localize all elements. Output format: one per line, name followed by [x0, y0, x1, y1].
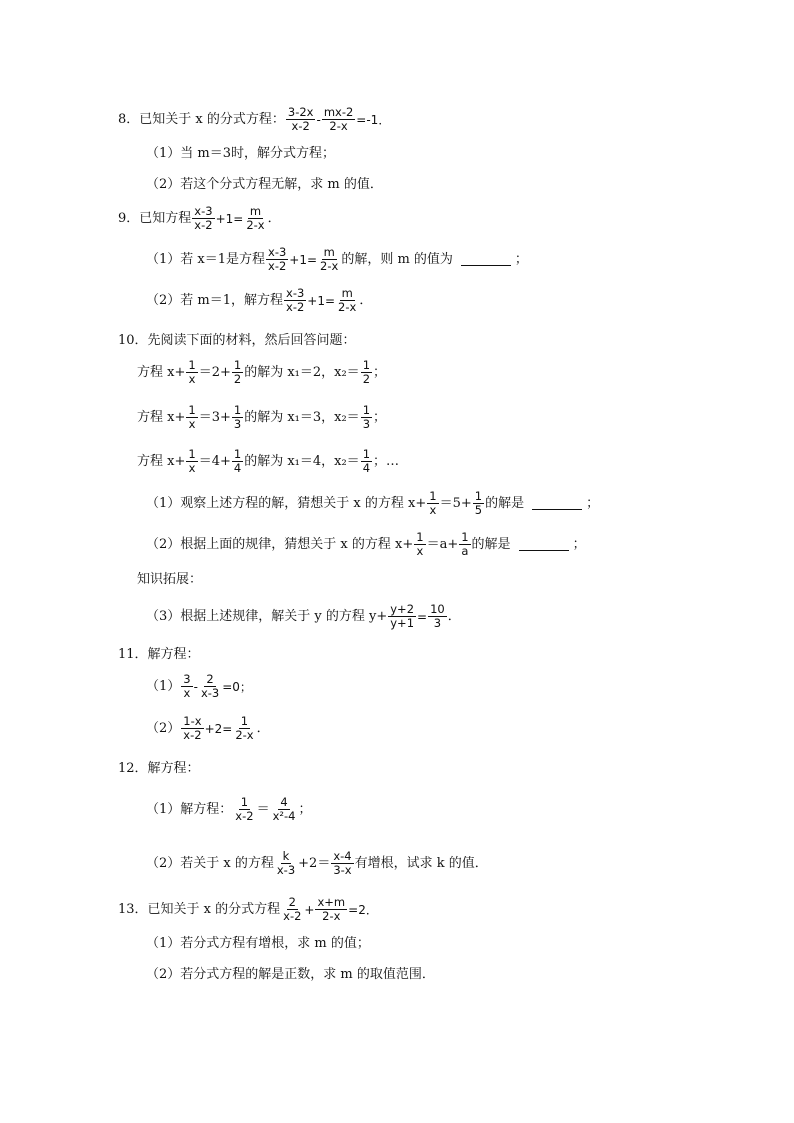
q10-part-1: （1）观察上述方程的解，猜想关于 x 的方程 x+ $\frac{1}{x}$ ＝5+ $\frac{1}{5}$ 的解是 ；	[146, 489, 600, 517]
q8-fraction-1: 3-2x x-2	[287, 105, 314, 133]
q13-stem-line: 13．已知关于 x 的分式方程 2 x-2 + $\frac{x+m}{2-x}$ =2．	[118, 895, 378, 923]
q11-stem: 11．解方程：	[118, 647, 200, 662]
q10-part-2: （2）根据上面的规律，猜想关于 x 的方程 x+ $\frac{1}{x}$ ＝a+ $\frac{1}{a}$ 的解是 ；	[146, 530, 586, 558]
q10-part-3: （3）根据上述规律，解关于 y 的方程 y+ $\frac{y+2}{y+1}$ = $\frac{10}{3}$ ．	[146, 602, 461, 630]
answer-blank	[461, 253, 511, 266]
q9-part-2: （2）若 m＝1，解方程 x-3 x-2 +1= $\frac{m}{2-x}$ ．	[146, 286, 373, 314]
q13-part-2: （2）若分式方程的解是正数，求 m 的取值范围．	[146, 967, 435, 982]
q10-stem: 10．先阅读下面的材料，然后回答问题：	[118, 333, 356, 348]
q13-part-1: （1）若分式方程有增根，求 m 的值；	[146, 936, 370, 951]
q8-stem: 8．已知关于 x 的分式方程：	[118, 112, 285, 127]
q10-extension-label: 知识拓展：	[137, 572, 203, 587]
q10-example-row: 方程 x+ $\frac{1}{x}$ ＝4+ $\frac{1}{4}$ 的解为 x₁＝4，x₂＝ 1 4 ；…	[137, 447, 400, 475]
q12-part-1: （1）解方程： 1 x-2 ＝ 4 x²-4 ；	[146, 795, 312, 823]
q9-fraction-1: x-3 x-2	[194, 204, 213, 232]
q10-example-row: 方程 x+ $\frac{1}{x}$ ＝2+ $\frac{1}{2}$ 的解为 x₁＝2，x₂＝ 1 2 ；	[137, 358, 387, 386]
q8-part-2: （2）若这个分式方程无解，求 m 的值．	[146, 177, 383, 192]
answer-blank	[532, 497, 582, 510]
q9-stem-line: 9．已知方程 x-3 x-2 +1= $\frac{m}{2-x}$ ．	[118, 204, 281, 232]
q11-part-1: （1） 3 x - $\frac{2}{x-3}$ =0；	[146, 672, 252, 700]
q12-stem: 12．解方程：	[118, 761, 200, 776]
q8-stem-line: 8．已知关于 x 的分式方程： 3-2x x-2 - $\frac{mx-2}{2-x}$ =-1．	[118, 105, 391, 133]
q8-fraction-2: $\frac{mx-2}{2-x}$	[323, 105, 354, 133]
q10-example-row: 方程 x+ $\frac{1}{x}$ ＝3+ $\frac{1}{3}$ 的解为 x₁＝3，x₂＝ 1 3 ；	[137, 403, 387, 431]
q9-part-1: （1）若 x＝1是方程 x-3 x-2 +1= $\frac{m}{2-x}$ 的解，则 m 的值为 ；	[146, 245, 528, 273]
q12-part-2: （2）若关于 x 的方程 k x-3 +2＝ x-4 3-x 有增根，试求 k 的值．	[146, 849, 488, 877]
q11-part-2: （2） 1-x x-2 +2= $\frac{1}{2-x}$ ．	[146, 714, 270, 742]
q9-fraction-2: $\frac{m}{2-x}$	[246, 204, 265, 232]
answer-blank	[519, 538, 569, 551]
q8-part-1: （1）当 m＝3时，解分式方程；	[146, 146, 336, 161]
